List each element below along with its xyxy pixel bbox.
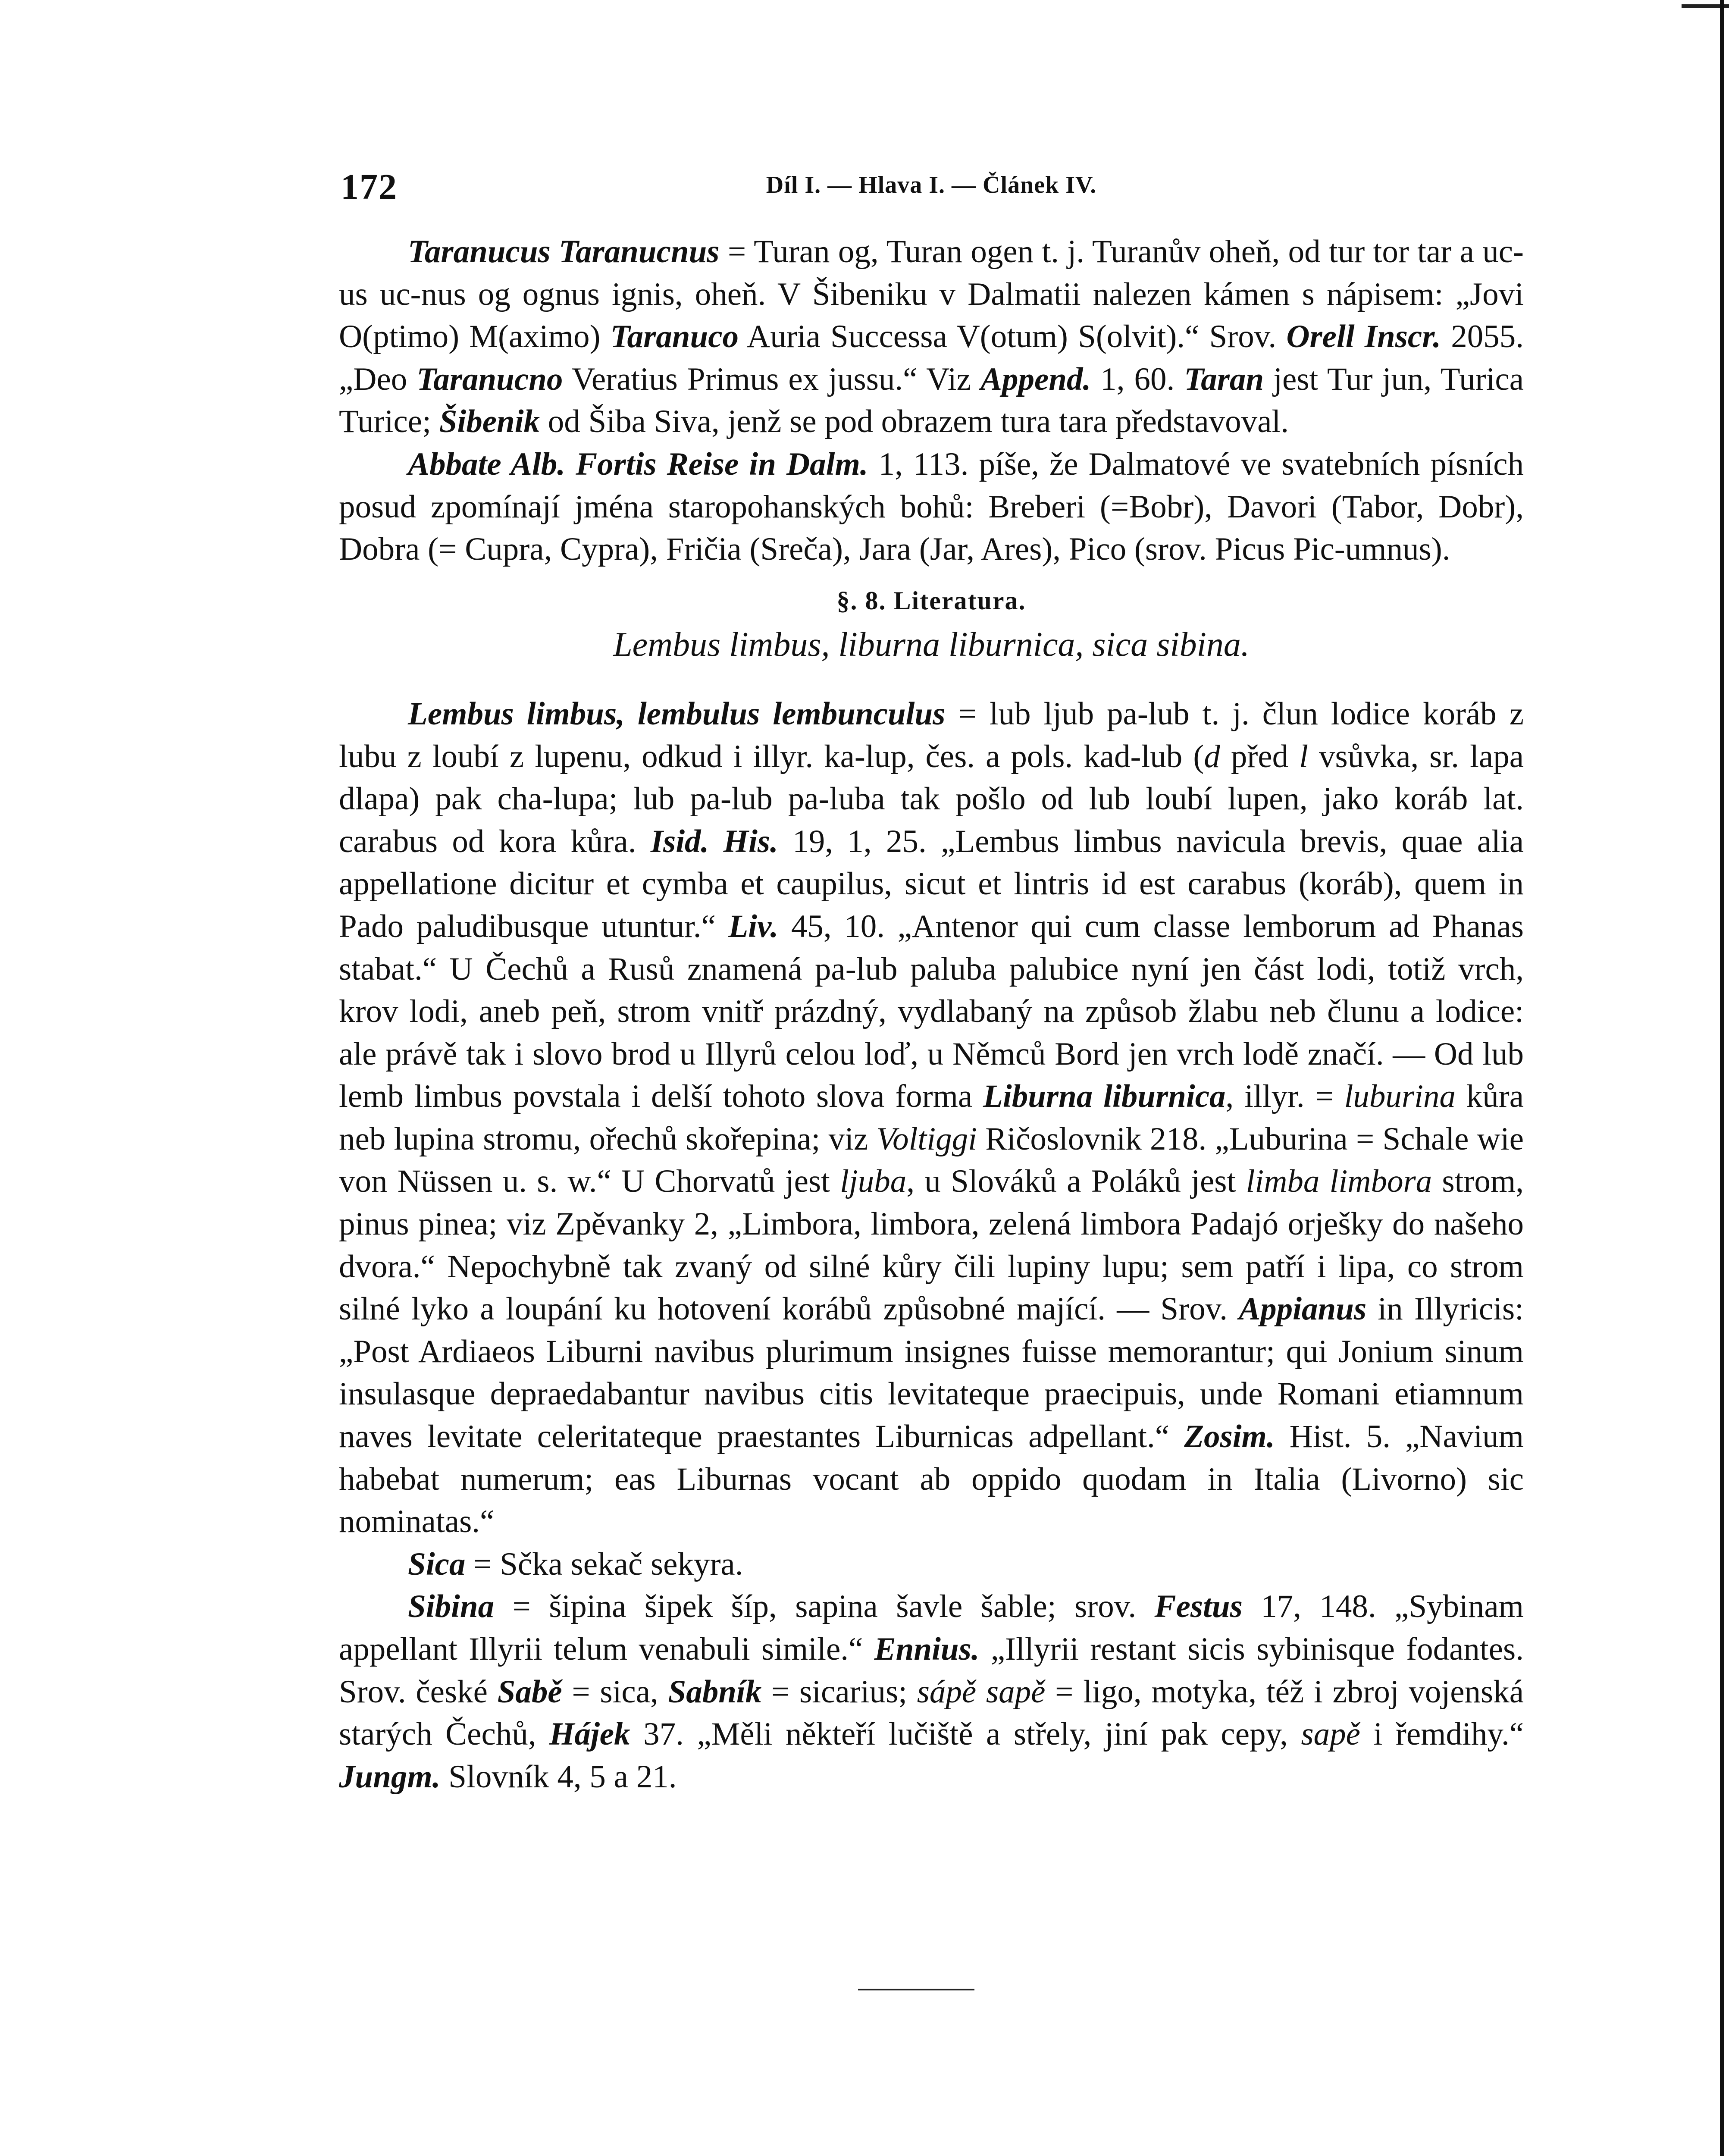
page-header: [341, 166, 1522, 213]
page-number: 172: [341, 167, 398, 207]
paragraph-sibina: Sibina = šipina šipek šíp, sapina šavle šable; srov. Festus 17, 148. „Sybinam appellant Illyrii telum venabuli simile.“ Ennius. „Illyrii restant sicis sybinisque fodantes. Srov. české Sabě = sica, Sabník = sicarius; sápě sapě = ligo, motyka, též i zbroj vojenská starých Čechů, Hájek 37. „Měli někteří lučiště a střely, jiní pak cepy, sapě i řemdihy.“ Jungm. Slovník 4, 5 a 21.: [339, 1589, 1524, 1795]
scan-edge-right: [1720, 0, 1724, 2156]
paragraph-fortis: Abbate Alb. Fortis Reise in Dalm. 1, 113. píše, že Dalmatové ve svatebních písních posud zpomínají jména staropohanských bohů: Breberi (=Bobr), Davori (Tabor, Dobr), Dobra (= Cupra, Cypra), Fričia (Sreča), Jara (Jar, Ares), Pico (srov. Picus Pic-umnus).: [339, 446, 1524, 567]
running-head: Díl I. — Hlava I. — Článek IV.: [766, 172, 1097, 198]
paragraph-taranucus: Taranucus Taranucnus = Turan og, Turan ogen t. j. Turanův oheň, od tur tor tar a uc-us uc-nus og ognus ignis, oheň. V Šibeniku v Dalmatii nalezen kámen s nápisem: „Jovi O(ptimo) M(aximo) Taranuco Auria Successa V(otum) S(olvit).“ Srov. Orell Inscr. 2055. „Deo Taranucno Veratius Primus ex jussu.“ Viz Append. 1, 60. Taran jest Tur jun, Turica Turice; Šibenik od Šiba Siva, jenž se pod obrazem tura tara představoval.: [339, 234, 1524, 440]
paragraph-sica: Sica = Sčka sekač sekyra.: [408, 1546, 743, 1582]
paragraph-lembus: Lembus limbus, lembulus lembunculus = lub ljub pa-lub t. j. člun lodice koráb z lubu z loubí z lupenu, odkud i illyr. ka-lup, čes. a pols. kad-lub (d před l vsůvka, sr. lapa dlapa) pak cha-lupa; lub pa-lub pa-luba tak pošlo od lub loubí lupen, jako koráb lat. carabus od kora kůra. Isid. His. 19, 1, 25. „Lembus limbus navicula brevis, quae alia appellatione dicitur et cymba et caupilus, sicut et lintris id est carabus (koráb), quem in Pado paludibusque utuntur.“ Liv. 45, 10. „Antenor qui cum classe lemborum ad Phanas stabat.“ U Čechů a Rusů znamená pa-lub paluba palubice nyní jen část lodi, totiž vrch, krov lodi, aneb peň, strom vnitř prázdný, vydlabaný na způsob žlabu neb člunu a lodice: ale právě tak i slovo brod u Illyrů celou loď, u Němců Bord jen vrch lodě značí. — Od lub lemb limbus povstala i delší tohoto slova forma Liburna liburnica, illyr. = luburina kůra neb lupina stromu, ořechů skořepina; viz Voltiggi Ričoslovnik 218. „Luburina = Schale wie von Nüssen u. s. w.“ U Chorvatů jest ljuba, u Slováků a Poláků jest limba limbora strom, pinus pinea; viz Zpěvanky 2, „Limbora, limbora, zelená limbora Padajó orješky do našeho dvora.“ Nepochybně tak zvaný od silné kůry čili lupiny lupu; sem patří i lipa, co strom silné lyko a loupání ku hotovení korábů způsobné mající. — Srov. Appianus in Illyricis: „Post Ardiaeos Liburni navibus plurimum insignes fuisse memorantur; qui Jonium sinum insulasque depraedabantur navibus citis levitateque praecipuis, unde Romani etiamnum naves levitate celeritateque praestantes Liburnicas adpellant.“ Zosim. Hist. 5. „Navium habebat numerum; eas Liburnas vocant ab oppido quodam in Italia (Livorno) sic nominatas.“: [339, 696, 1524, 1540]
body-text: [339, 231, 1524, 1798]
section-heading: §. 8. Literatura.: [836, 586, 1026, 615]
end-rule: [858, 1989, 974, 1990]
section-subtitle: Lembus limbus, liburna liburnica, sica sibina.: [613, 626, 1250, 664]
